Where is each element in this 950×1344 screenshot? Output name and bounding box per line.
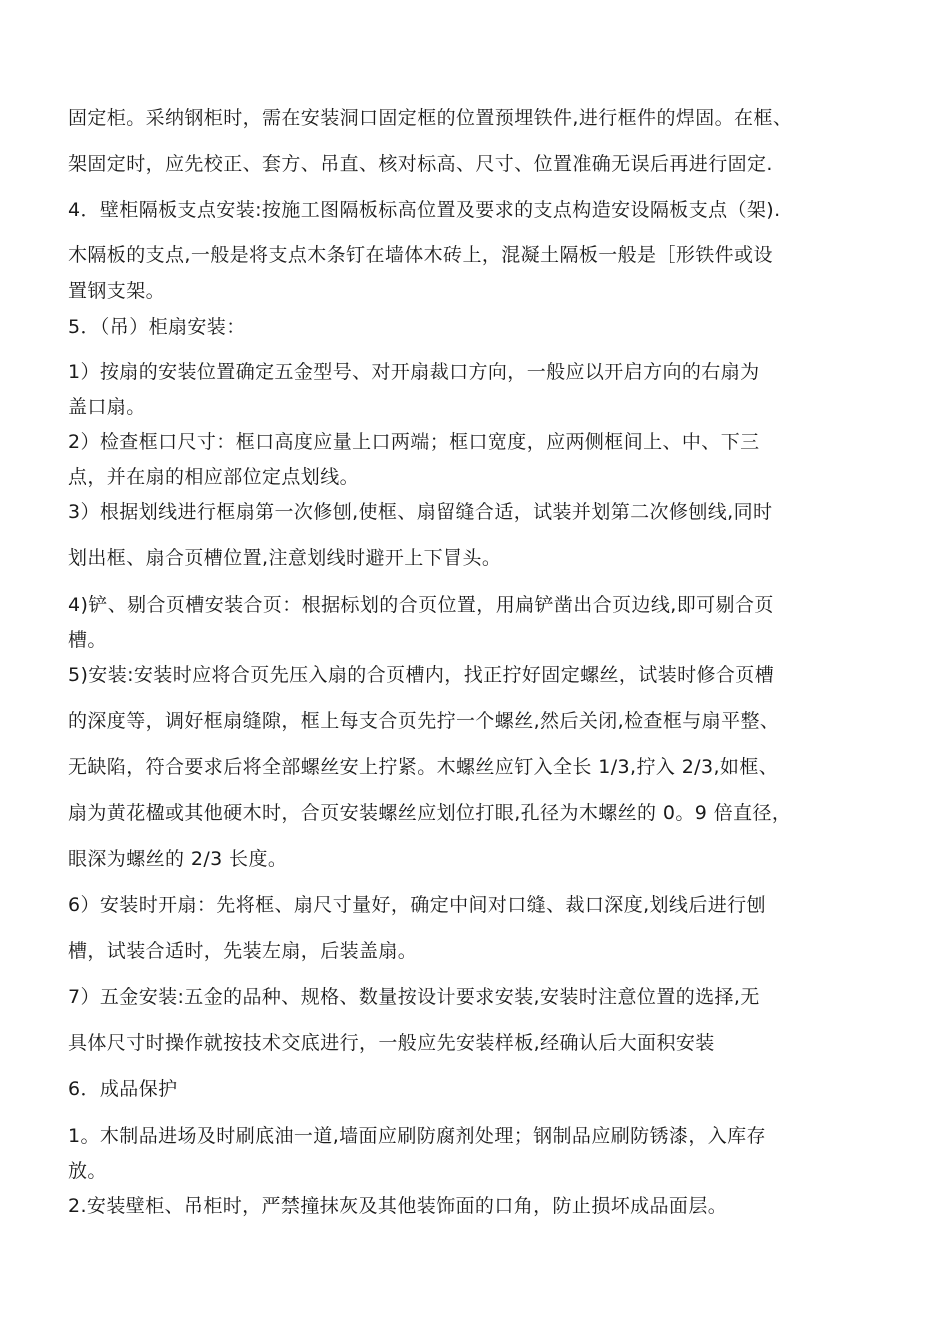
text-line: 点，并在扇的相应部位定点划线。: [68, 466, 360, 488]
text-line: 置钢支架。: [68, 280, 166, 302]
text-line: 放。: [68, 1160, 107, 1182]
text-line: 2）检查框口尺寸：框口高度应量上口两端；框口宽度，应两侧框间上、中、下三: [68, 431, 760, 453]
text-line: 木隔板的支点,一般是将支点木条钉在墙体木砖上，混凝土隔板一般是［形铁件或设: [68, 244, 773, 266]
text-line: 具体尺寸时操作就按技术交底进行，一般应先安装样板,经确认后大面积安装: [68, 1032, 715, 1054]
text-line: 盖口扇。: [68, 396, 146, 418]
text-line: 5．（吊）柜扇安装：: [68, 316, 246, 338]
text-line: 架固定时，应先校正、套方、吊直、核对标高、尺寸、位置准确无误后再进行固定.: [68, 153, 773, 175]
text-line: 固定柜。采纳钢柜时，需在安装洞口固定框的位置预埋铁件,进行框件的焊固。在框、: [68, 107, 793, 129]
text-line: 2.安装壁柜、吊柜时，严禁撞抹灰及其他装饰面的口角，防止损坏成品面层。: [68, 1195, 728, 1217]
text-line: 4．壁柜隔板支点安装:按施工图隔板标高位置及要求的支点构造安设隔板支点（架).: [68, 199, 781, 221]
text-line: 眼深为螺丝的 2/3 长度。: [68, 848, 288, 870]
text-line: 划出框、扇合页槽位置,注意划线时避开上下冒头。: [68, 547, 502, 569]
text-line: 3）根据划线进行框扇第一次修刨,使框、扇留缝合适，试装并划第二次修刨线,同时: [68, 501, 773, 523]
text-line: 7）五金安装:五金的品种、规格、数量按设计要求安装,安装时注意位置的选择,无: [68, 986, 760, 1008]
text-line: 5)安装:安装时应将合页先压入扇的合页槽内，找正拧好固定螺丝，试装时修合页槽: [68, 664, 775, 686]
text-line: 4)铲、剔合页槽安装合页：根据标划的合页位置，用扁铲凿出合页边线,即可剔合页: [68, 594, 774, 616]
text-line: 1。木制品进场及时刷底油一道,墙面应刷防腐剂处理；钢制品应刷防锈漆，入库存: [68, 1125, 766, 1147]
text-line: 扇为黄花楹或其他硬木时，合页安装螺丝应划位打眼,孔径为木螺丝的 0。9 倍直径，: [68, 802, 792, 824]
text-line: 的深度等，调好框扇缝隙，框上每支合页先拧一个螺丝,然后关闭,检查框与扇平整、: [68, 710, 780, 732]
text-line: 1）按扇的安装位置确定五金型号、对开扇裁口方向，一般应以开启方向的右扇为: [68, 361, 760, 383]
section-heading: 6．成品保护: [68, 1078, 178, 1100]
text-line: 6）安装时开扇：先将框、扇尺寸量好，确定中间对口缝、裁口深度,划线后进行刨: [68, 894, 766, 916]
text-line: 无缺陷，符合要求后将全部螺丝安上拧紧。木螺丝应钉入全长 1/3,拧入 2/3,如框、: [68, 756, 779, 778]
text-line: 槽。: [68, 629, 107, 651]
text-line: 槽，试装合适时，先装左扇，后装盖扇。: [68, 940, 418, 962]
